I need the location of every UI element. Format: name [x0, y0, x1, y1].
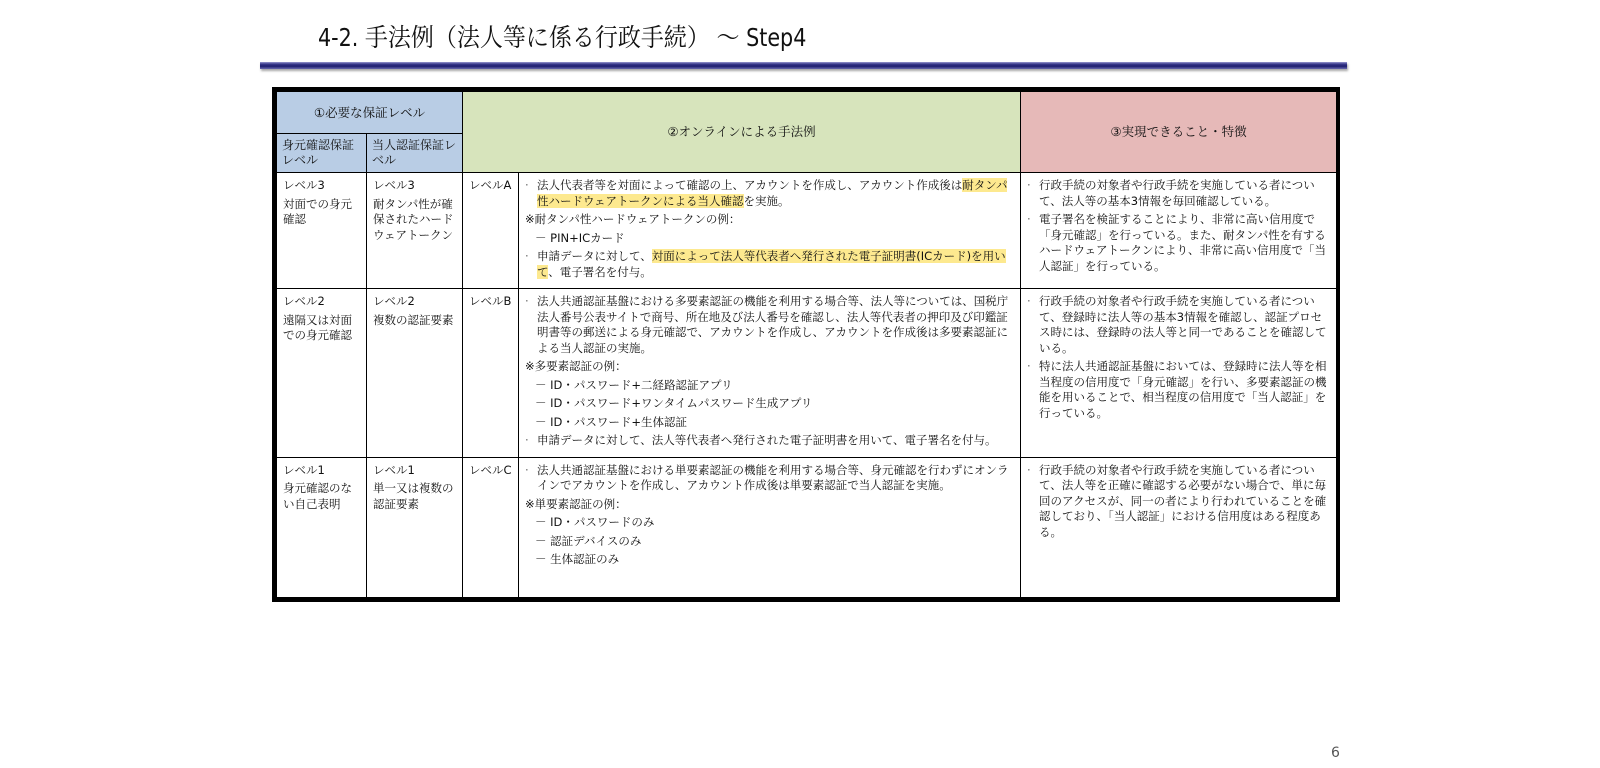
method-bullet: · 法人共通認証基盤における多要素認証の機能を利用する場合等、法人等については、国税庁法人番号公表サイトで商号、所在地及び法人番号を確認し、法人等代表者の押印及び印鑑証明書等の郵送による身元確認で、アカウントを作成し、アカウントを作成後は多要素認証による当人認証の実施。 — [525, 294, 1014, 356]
method-level-cell: レベルB — [463, 289, 519, 458]
highlight: 耐タンパ性ハードウェアトークンによる当人確認 — [537, 178, 1008, 208]
identity-desc: 身元確認のない自己表明 — [283, 481, 352, 511]
features-cell — [1021, 173, 1337, 289]
identity-level: レベル2 — [283, 294, 325, 308]
table-row — [277, 173, 1337, 289]
identity-desc: 遠隔又は対面での身元確認 — [283, 312, 352, 342]
text: 法人代表者等を対面によって確認の上、アカウントを作成し、アカウント作成後は — [537, 178, 963, 192]
method-note: ※単要素認証の例： — [525, 496, 627, 511]
header-achievements: ③実現できること・特徴 — [1021, 92, 1337, 173]
identity-level-cell — [277, 457, 367, 598]
highlight: 対面によって法人等代表者へ発行された電子証明書(ICカード)を用いて — [537, 249, 1006, 279]
auth-level-cell — [367, 173, 463, 289]
text: を実施。 — [743, 193, 790, 208]
auth-level: レベル3 — [373, 178, 415, 192]
identity-level: レベル3 — [283, 178, 325, 192]
method-bullet: · 法人共通認証基盤における単要素認証の機能を利用する場合等、身元確認を行わずにオンラインでアカウントを作成し、アカウント作成後は単要素認証で当人認証を実施。 — [525, 463, 1014, 494]
text: 、電子署名を付与。 — [548, 264, 652, 279]
identity-desc: 対面での身元確認 — [283, 196, 352, 226]
auth-level-cell — [367, 289, 463, 458]
auth-level: レベル1 — [373, 462, 415, 477]
method-example: － 認証デバイスのみ — [535, 533, 642, 548]
title-divider — [260, 62, 1347, 69]
features-cell — [1021, 457, 1337, 598]
method-example: － PIN+ICカード — [535, 230, 625, 245]
feature-bullet: · 行政手続の対象者や行政手続を実施している者について、登録時に法人等の基本3情報を確認し、認証プロセス時には、登録時の法人等と同一であることを確認している。 — [1027, 294, 1330, 356]
feature-bullet: · 行政手続の対象者や行政手続を実施している者について、法人等の基本3情報を毎回確認している。 — [1027, 178, 1330, 209]
method-example: － ID・パスワード+生体認証 — [535, 414, 688, 429]
feature-bullet: · 行政手続の対象者や行政手続を実施している者について、法人等を正確に確認する必要がない場合で、単に毎回のアクセスが、同一の者により行われていることを確認しており、「当人認証」における信用度はある程度ある。 — [1027, 463, 1330, 541]
method-bullet — [525, 249, 1014, 280]
method-cell — [519, 289, 1021, 458]
method-example: － ID・パスワード+二経路認証アプリ — [535, 377, 733, 392]
method-example: － ID・パスワードのみ — [535, 515, 655, 529]
header-online-methods: ②オンラインによる手法例 — [463, 92, 1021, 173]
feature-bullet: · 電子署名を検証することにより、非常に高い信用度で「身元確認」を行っている。また、耐タンパ性を有するハードウェアトークンにより、非常に高い信用度で「当人認証」を行っている。 — [1027, 212, 1330, 274]
method-note: ※多要素認証の例： — [525, 359, 627, 373]
auth-desc: 複数の認証要素 — [373, 312, 454, 327]
method-cell — [519, 457, 1021, 598]
page-number: 6 — [1331, 745, 1340, 761]
table-row — [277, 457, 1337, 598]
auth-desc: 耐タンパ性が確保されたハードウェアトークン — [373, 196, 454, 242]
text: 申請データに対して、 — [537, 249, 652, 263]
method-note: ※耐タンパ性ハードウェアトークンの例： — [525, 212, 741, 226]
method-example: － 生体認証のみ — [535, 552, 620, 566]
method-cell — [519, 173, 1021, 289]
auth-level-cell — [367, 457, 463, 598]
header-required-level: ①必要な保証レベル — [277, 92, 463, 134]
method-bullet: · 申請データに対して、法人等代表者へ発行された電子証明書を用いて、電子署名を付与。 — [525, 433, 1014, 449]
table-row — [277, 289, 1337, 458]
identity-level: レベル1 — [283, 462, 325, 477]
method-bullet — [525, 178, 1014, 209]
identity-level-cell — [277, 289, 367, 458]
auth-level: レベル2 — [373, 294, 415, 308]
header-auth-level: 当人認証保証レベル — [367, 134, 463, 173]
auth-desc: 単一又は複数の認証要素 — [373, 481, 454, 511]
identity-level-cell — [277, 173, 367, 289]
assurance-level-table — [272, 87, 1340, 602]
slide-title: 4-2. 手法例（法人等に係る行政手続） ～ Step4 — [318, 23, 807, 52]
method-example: － ID・パスワード+ワンタイムパスワード生成アプリ — [535, 396, 813, 410]
method-level-cell: レベルC — [463, 457, 519, 598]
feature-bullet: · 特に法人共通認証基盤においては、登録時に法人等を相当程度の信用度で「身元確認」を行い、多要素認証の機能を用いることで、相当程度の信用度で「当人認証」を行っている。 — [1027, 359, 1330, 421]
header-identity-level: 身元確認保証レベル — [277, 134, 367, 173]
method-level-cell: レベルA — [463, 173, 519, 289]
features-cell — [1021, 289, 1337, 458]
